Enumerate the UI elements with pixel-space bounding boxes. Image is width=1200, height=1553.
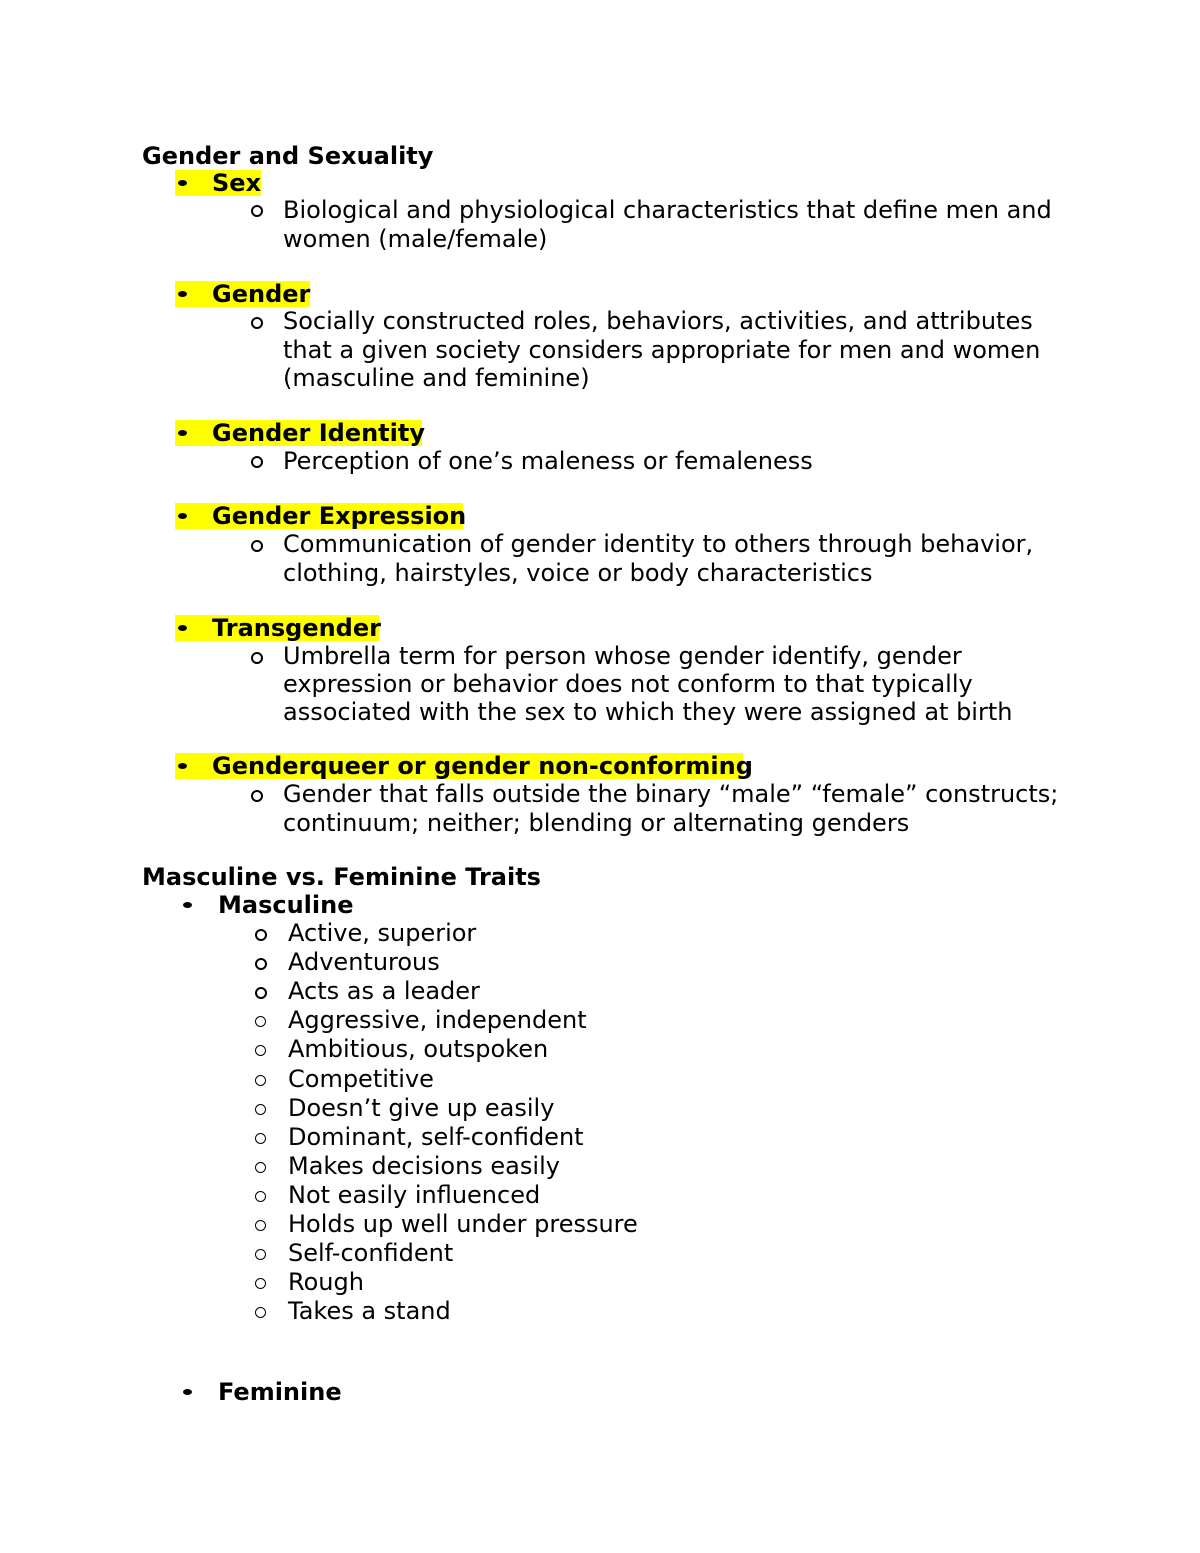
trait-item: Acts as a leader xyxy=(288,977,480,1005)
sub-bullet-icon xyxy=(255,958,267,970)
trait-item: Makes decisions easily xyxy=(288,1152,560,1180)
term-gender-identity: Gender Identity xyxy=(212,419,425,447)
sub-bullet-icon xyxy=(251,540,263,552)
trait-item: Self-confident xyxy=(288,1239,454,1267)
sub-bullet-icon xyxy=(251,456,263,468)
bullet-icon xyxy=(178,291,187,297)
definition-line: Perception of one’s maleness or femaleness xyxy=(283,447,813,475)
sub-bullet-icon xyxy=(255,1075,266,1086)
bullet-icon xyxy=(178,180,187,186)
sub-bullet-icon xyxy=(255,1307,266,1318)
definition-line: expression or behavior does not conform to that typically xyxy=(283,670,973,698)
sub-bullet-icon xyxy=(251,205,263,217)
term-gender-expression: Gender Expression xyxy=(212,502,467,530)
sub-bullet-icon xyxy=(255,1133,266,1144)
trait-item: Holds up well under pressure xyxy=(288,1210,638,1238)
trait-item: Active, superior xyxy=(288,919,477,947)
sub-bullet-icon xyxy=(255,987,267,999)
trait-item: Competitive xyxy=(288,1065,434,1093)
definition-line: Communication of gender identity to others through behavior, xyxy=(283,530,1034,558)
trait-item: Ambitious, outspoken xyxy=(288,1035,549,1063)
bullet-icon xyxy=(178,625,187,631)
term-transgender: Transgender xyxy=(212,614,381,642)
sub-bullet-icon xyxy=(251,790,263,802)
bullet-icon xyxy=(178,513,187,519)
definition-line: clothing, hairstyles, voice or body characteristics xyxy=(283,559,873,587)
definition-line: Gender that falls outside the binary “male” “female” constructs; xyxy=(283,780,1059,808)
bullet-icon xyxy=(178,430,187,436)
sub-bullet-icon xyxy=(251,652,263,664)
term-sex: Sex xyxy=(212,169,262,197)
sub-bullet-icon xyxy=(255,1191,266,1202)
trait-item: Aggressive, independent xyxy=(288,1006,587,1034)
definition-line: Socially constructed roles, behaviors, activities, and attributes xyxy=(283,307,1033,335)
sub-bullet-icon xyxy=(251,317,263,329)
definition-line: Umbrella term for person whose gender identify, gender xyxy=(283,642,962,670)
trait-item: Takes a stand xyxy=(288,1297,451,1325)
bullet-icon xyxy=(183,902,192,908)
trait-item: Not easily influenced xyxy=(288,1181,541,1209)
sub-bullet-icon xyxy=(255,1162,266,1173)
definition-line: (masculine and feminine) xyxy=(283,364,590,392)
trait-item: Dominant, self-confident xyxy=(288,1123,584,1151)
sub-bullet-icon xyxy=(255,929,267,941)
sub-bullet-icon xyxy=(255,1220,266,1231)
section-title-gender-sexuality: Gender and Sexuality xyxy=(142,142,434,170)
definition-line: associated with the sex to which they were assigned at birth xyxy=(283,698,1013,726)
definition-line: that a given society considers appropriate for men and women xyxy=(283,336,1041,364)
sub-bullet-icon xyxy=(255,1249,266,1260)
group-label-masculine: Masculine xyxy=(218,891,354,919)
sub-bullet-icon xyxy=(255,1016,266,1027)
term-genderqueer: Genderqueer or gender non-conforming xyxy=(212,752,753,780)
trait-item: Adventurous xyxy=(288,948,440,976)
sub-bullet-icon xyxy=(255,1045,266,1056)
term-gender: Gender xyxy=(212,280,311,308)
section-title-traits: Masculine vs. Feminine Traits xyxy=(142,863,541,891)
definition-line: women (male/female) xyxy=(283,225,548,253)
group-label-feminine: Feminine xyxy=(218,1378,342,1406)
sub-bullet-icon xyxy=(255,1104,266,1115)
sub-bullet-icon xyxy=(255,1278,266,1289)
definition-line: continuum; neither; blending or alternating genders xyxy=(283,809,910,837)
trait-item: Doesn’t give up easily xyxy=(288,1094,555,1122)
bullet-icon xyxy=(183,1389,192,1395)
trait-item: Rough xyxy=(288,1268,364,1296)
bullet-icon xyxy=(178,763,187,769)
definition-line: Biological and physiological characteristics that define men and xyxy=(283,196,1052,224)
